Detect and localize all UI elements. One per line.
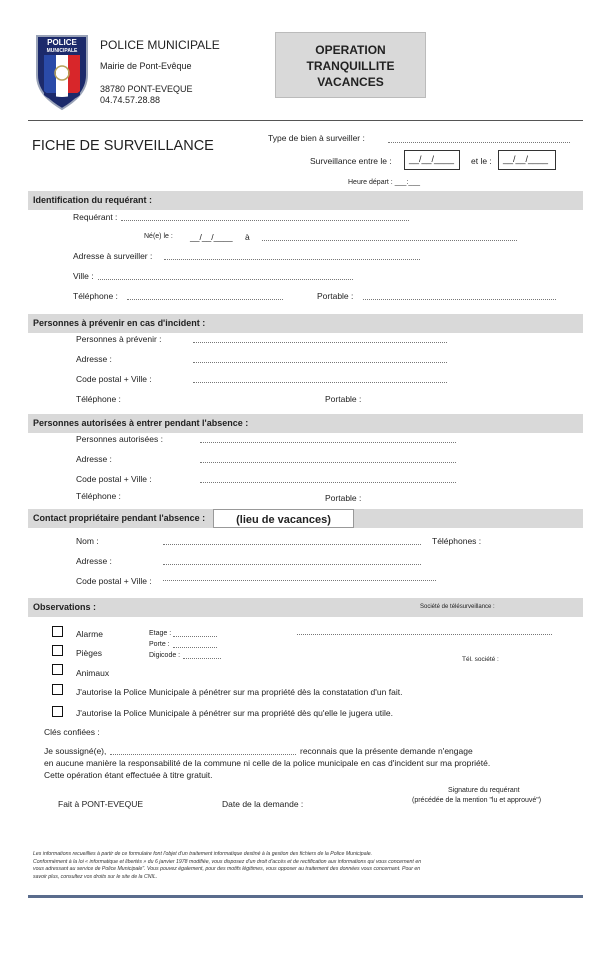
autorise-utile-label: J'autorise la Police Municipale à pénétrer sur ma propriété dès qu'elle le jugera utile. xyxy=(76,708,393,718)
portable-label: Portable : xyxy=(325,394,362,404)
telephone-label: Téléphone : xyxy=(76,394,121,404)
header-divider xyxy=(28,120,583,121)
code-postal-field[interactable] xyxy=(163,580,436,581)
org-phone: 04.74.57.28.88 xyxy=(100,95,161,105)
legal-notice-line: Conformément à la loi « informatique et libertés » du 6 janvier 1978 modifiée, vous disposez d'un droit d'accès et de rectification aux informations qui vous concernent en xyxy=(33,858,422,865)
nom-field[interactable] xyxy=(163,544,421,545)
telephone-label: Téléphone : xyxy=(73,291,118,301)
section-title: Personnes autorisées à entrer pendant l'absence : xyxy=(33,418,249,428)
signature-label: Signature du requérant xyxy=(448,787,520,794)
porte-label: Porte : xyxy=(149,641,170,648)
ville-field[interactable] xyxy=(98,279,353,280)
operation-title-line: OPERATION xyxy=(315,43,386,57)
adresse-label: Adresse : xyxy=(76,354,112,364)
societe-telesurveillance-label: Société de télésurveillance : xyxy=(420,604,495,610)
date-demande-label: Date de la demande : xyxy=(222,799,304,809)
code-postal-field[interactable] xyxy=(200,482,456,483)
type-bien-label: Type de bien à surveiller : xyxy=(268,133,365,143)
org-address: 38780 PONT-EVEQUE xyxy=(100,84,193,94)
requerant-label: Requérant : xyxy=(73,212,118,222)
section-title: Observations : xyxy=(33,602,97,612)
nom-label: Nom : xyxy=(76,536,99,546)
lieu-vacances-box xyxy=(213,509,354,528)
svg-text:MUNICIPALE: MUNICIPALE xyxy=(46,48,78,54)
date-end-placeholder: __/__/____ xyxy=(503,154,549,164)
form-title: FICHE DE SURVEILLANCE xyxy=(32,138,214,154)
soussigne-name-field[interactable] xyxy=(110,754,296,755)
autorise-constatation-checkbox[interactable] xyxy=(52,684,63,695)
personnes-autorisees-label: Personnes autorisées : xyxy=(76,434,163,444)
code-postal-label: Code postal + Ville : xyxy=(76,576,152,586)
surveillance-entre-label: Surveillance entre le : xyxy=(310,156,392,166)
code-postal-label: Code postal + Ville : xyxy=(76,474,152,484)
type-bien-field[interactable] xyxy=(388,142,570,143)
etage-field[interactable] xyxy=(173,636,217,637)
adresse-field[interactable] xyxy=(163,564,421,565)
org-name: POLICE MUNICIPALE xyxy=(100,38,220,52)
cles-confiees-label: Clés confiées : xyxy=(44,727,100,737)
lieu-naissance-field[interactable] xyxy=(262,240,517,241)
et-le-label: et le : xyxy=(471,156,492,166)
legal-notice-line: vous adressant au service de Police Municipale". Vous pouvez également, pour des motifs légitimes, vous opposer au traitement des données vous concernant. Pour en xyxy=(33,866,421,873)
signature-mention: (précédée de la mention "lu et approuvé") xyxy=(412,797,542,804)
soussigne-text: en aucune manière la responsabilité de la commune ni celle de la police municipale en cas d'incident sur ma propriété. xyxy=(44,758,491,768)
section-header-prevenir xyxy=(28,314,583,333)
police-badge-logo xyxy=(34,33,90,111)
operation-title-line: TRANQUILLITE xyxy=(306,59,395,73)
section-title: Personnes à prévenir en cas d'incident : xyxy=(33,318,206,328)
operation-title-line: VACANCES xyxy=(317,75,384,89)
tel-societe-label: Tél. société : xyxy=(462,656,499,663)
portable-label: Portable : xyxy=(317,291,354,301)
personnes-autorisees-field[interactable] xyxy=(200,442,456,443)
operation-title-box xyxy=(275,32,426,98)
ville-label: Ville : xyxy=(73,271,94,281)
porte-field[interactable] xyxy=(173,647,217,648)
alarme-checkbox[interactable] xyxy=(52,626,63,637)
ne-le-label: Né(e) le : xyxy=(144,233,173,240)
heure-depart-field[interactable]: Heure départ : ___:___ xyxy=(348,179,420,186)
animaux-label: Animaux xyxy=(76,668,110,678)
fait-a-label: Fait à PONT-EVEQUE xyxy=(58,799,144,809)
requerant-field[interactable] xyxy=(121,220,409,221)
lieu-vacances-label: (lieu de vacances) xyxy=(236,514,331,526)
code-postal-field[interactable] xyxy=(193,382,447,383)
adresse-field[interactable] xyxy=(200,462,456,463)
portable-label: Portable : xyxy=(325,493,362,503)
personnes-prevenir-field[interactable] xyxy=(193,342,447,343)
adresse-label: Adresse : xyxy=(76,454,112,464)
adresse-surveiller-label: Adresse à surveiller : xyxy=(73,251,153,261)
mairie-name: Mairie de Pont-Evêque xyxy=(100,61,192,71)
telephone-field[interactable] xyxy=(127,299,283,300)
soussigne-text: Je soussigné(e), xyxy=(44,746,107,756)
societe-field[interactable] xyxy=(297,634,552,635)
digicode-label: Digicode : xyxy=(149,652,181,659)
a-label: à xyxy=(245,232,250,242)
footer-bar xyxy=(28,895,583,898)
pieges-label: Pièges xyxy=(76,648,102,658)
adresse-surveiller-field[interactable] xyxy=(164,259,420,260)
telephones-label: Téléphones : xyxy=(432,536,482,546)
adresse-field[interactable] xyxy=(193,362,447,363)
ne-le-field[interactable]: __/__/____ xyxy=(190,232,233,242)
legal-notice-line: savoir plus, consultez vos droits sur le site de la CNIL. xyxy=(33,873,158,880)
personnes-prevenir-label: Personnes à prévenir : xyxy=(76,334,162,344)
etage-label: Etage : xyxy=(149,630,172,637)
soussigne-text: Cette opération étant effectuée à titre gratuit. xyxy=(44,770,213,780)
legal-notice-line: Les informations recueillies à partir de ce formulaire font l'objet d'un traitement informatique destiné à la gestion des fichiers de la Police Municipale. xyxy=(33,851,373,857)
svg-text:POLICE: POLICE xyxy=(47,38,77,47)
autorise-constatation-label: J'autorise la Police Municipale à pénétrer sur ma propriété dès la constatation d'un fait. xyxy=(76,687,403,697)
section-header-requerant xyxy=(28,191,583,210)
adresse-label: Adresse : xyxy=(76,556,112,566)
date-start-placeholder: __/__/____ xyxy=(409,154,455,164)
telephone-label: Téléphone : xyxy=(76,491,121,501)
portable-field[interactable] xyxy=(363,299,556,300)
section-header-autorisees xyxy=(28,414,583,433)
alarme-label: Alarme xyxy=(76,629,103,639)
autorise-utile-checkbox[interactable] xyxy=(52,706,63,717)
legal-notice xyxy=(33,851,421,881)
section-title: Identification du requérant : xyxy=(33,195,153,205)
date-start-field[interactable] xyxy=(404,150,460,170)
section-title: Contact propriétaire pendant l'absence : xyxy=(33,513,206,523)
pieges-checkbox[interactable] xyxy=(52,645,63,656)
digicode-field[interactable] xyxy=(183,658,221,659)
code-postal-label: Code postal + Ville : xyxy=(76,374,152,384)
section-header-observations xyxy=(28,598,583,617)
date-end-field[interactable] xyxy=(498,150,556,170)
animaux-checkbox[interactable] xyxy=(52,664,63,675)
soussigne-text: reconnais que la présente demande n'engage xyxy=(300,746,473,756)
